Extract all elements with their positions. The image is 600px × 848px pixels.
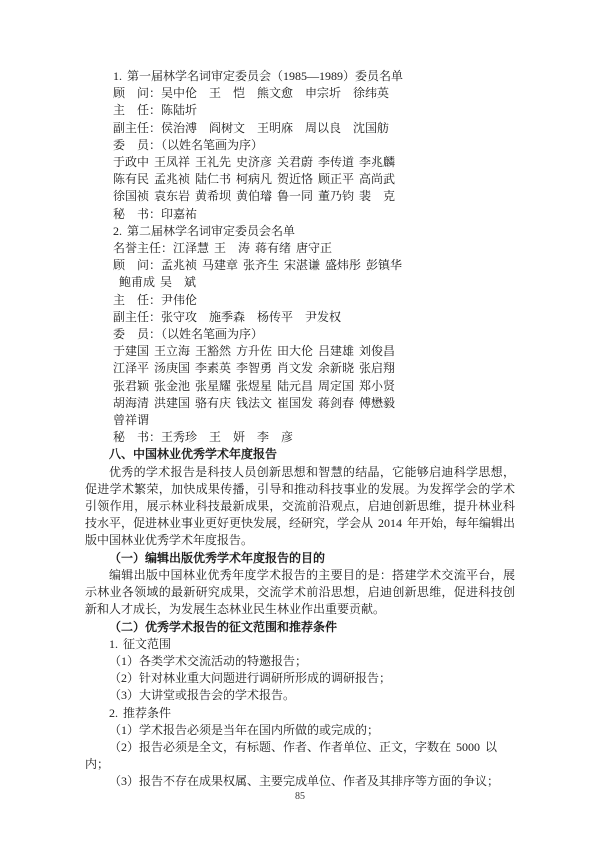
paragraph: 优秀的学术报告是科技人员创新思想和智慧的结晶，它能够启迪科学思想，促进学术繁荣，加快成果传播，引导和推动科技事业的发展。为发挥学会的学术引领作用，展示林业科技最新成果，交流前沿观点，启迪创新思维，提升林业科技水平，促进林业事业更好更快发展，经研究，学会从 2014 年开始，每年编辑出版中国林业优秀学术年度报告。 [85, 464, 516, 548]
list-item: （2）针对林业重大问题进行调研所形成的调研报告； [109, 671, 392, 686]
list-item: 1. 征文范围 [109, 636, 172, 651]
page-number: 85 [295, 791, 305, 802]
committee-heading: 2. 第二届林学名词审定委员会名单 [113, 223, 296, 238]
member-row: 陈有民 孟兆祯 陆仁书 柯病凡 贺近恪 顾正平 高尚武 [113, 172, 396, 187]
list-item: （3）大讲堂或报告会的学术报告。 [109, 688, 296, 703]
member-row: 曾祥谓 [113, 413, 150, 428]
committee-role-line: 副主任：侯治溥 阎树文 王明庥 周以良 沈国舫 [113, 120, 390, 135]
committee-heading: 1. 第一届林学名词审定委员会（1985—1989）委员名单 [113, 69, 404, 83]
committee-role-line: 顾 问：吴中伦 王 恺 熊文愈 申宗圻 徐纬英 [113, 86, 390, 101]
committee-role-line: 委 员：（以姓名笔画为序） [113, 137, 264, 152]
member-row: 江泽平 汤庚国 李素英 李智勇 肖文发 余新晓 张启翔 [113, 361, 396, 376]
member-row: 于建国 王立海 王豁然 方升佐 田大伦 吕建雄 刘俊昌 [113, 344, 396, 359]
member-row: 于政中 王凤祥 王礼先 史济彦 关君蔚 李传道 李兆麟 [113, 155, 396, 170]
committee-role-line: 秘 书：王秀珍 王 妍 李 彦 [113, 430, 294, 445]
committee-role-line: 委 员：（以姓名笔画为序） [113, 327, 264, 342]
committee-role-line: 顾 问：孟兆祯 马建章 张齐生 宋湛谦 盛炜彤 彭镇华 [113, 258, 403, 273]
paragraph: 编辑出版中国林业优秀年度学术报告的主要目的是：搭建学术交流平台，展示林业各领域的最新研究成果，交流学术前沿思想，启迪创新思维，促进科技创新和人才成长，为发展生态林业民生林业作出重要贡献。 [85, 567, 515, 617]
member-row: 鲍甫成 吴 斌 [119, 275, 197, 290]
list-item: （2）报告必须是全文，有标题、作者、作者单位、正文，字数在 5000 以内； [85, 739, 498, 772]
section-heading: （一）编辑出版优秀学术年度报告的目的 [109, 550, 326, 565]
list-item: （3）报告不存在成果权属、主要完成单位、作者及其排序等方面的争议； [109, 774, 500, 789]
member-row: 胡海清 洪建国 骆有庆 钱法文 崔国发 蒋剑春 傅懋毅 [113, 395, 396, 410]
member-row: 张君颖 张金池 张星耀 张煜星 陆元昌 周定国 郑小贤 [113, 378, 396, 393]
section-heading: 八、中国林业优秀学术年度报告 [109, 447, 278, 462]
list-item: 2. 推荐条件 [109, 705, 172, 720]
section-heading: （二）优秀学术报告的征文范围和推荐条件 [109, 619, 338, 634]
committee-role-line: 秘 书：印嘉祐 [113, 206, 198, 221]
committee-role-line: 主 任：尹伟伦 [113, 292, 198, 307]
list-item: （1）各类学术交流活动的特邀报告； [109, 653, 308, 668]
list-item: （1）学术报告必须是当年在国内所做的或完成的； [109, 722, 380, 737]
member-row: 徐国祯 袁东岩 黄希坝 黄伯璿 鲁一同 董乃钧 裴 克 [113, 189, 396, 204]
committee-role-line: 主 任：陈陆圻 [113, 103, 198, 118]
committee-role-line: 名誉主任：江泽慧 王 涛 蒋有绪 唐守正 [113, 241, 333, 256]
committee-role-line: 副主任：张守攻 施季森 杨传平 尹发权 [113, 309, 342, 324]
document-content [85, 68, 515, 791]
